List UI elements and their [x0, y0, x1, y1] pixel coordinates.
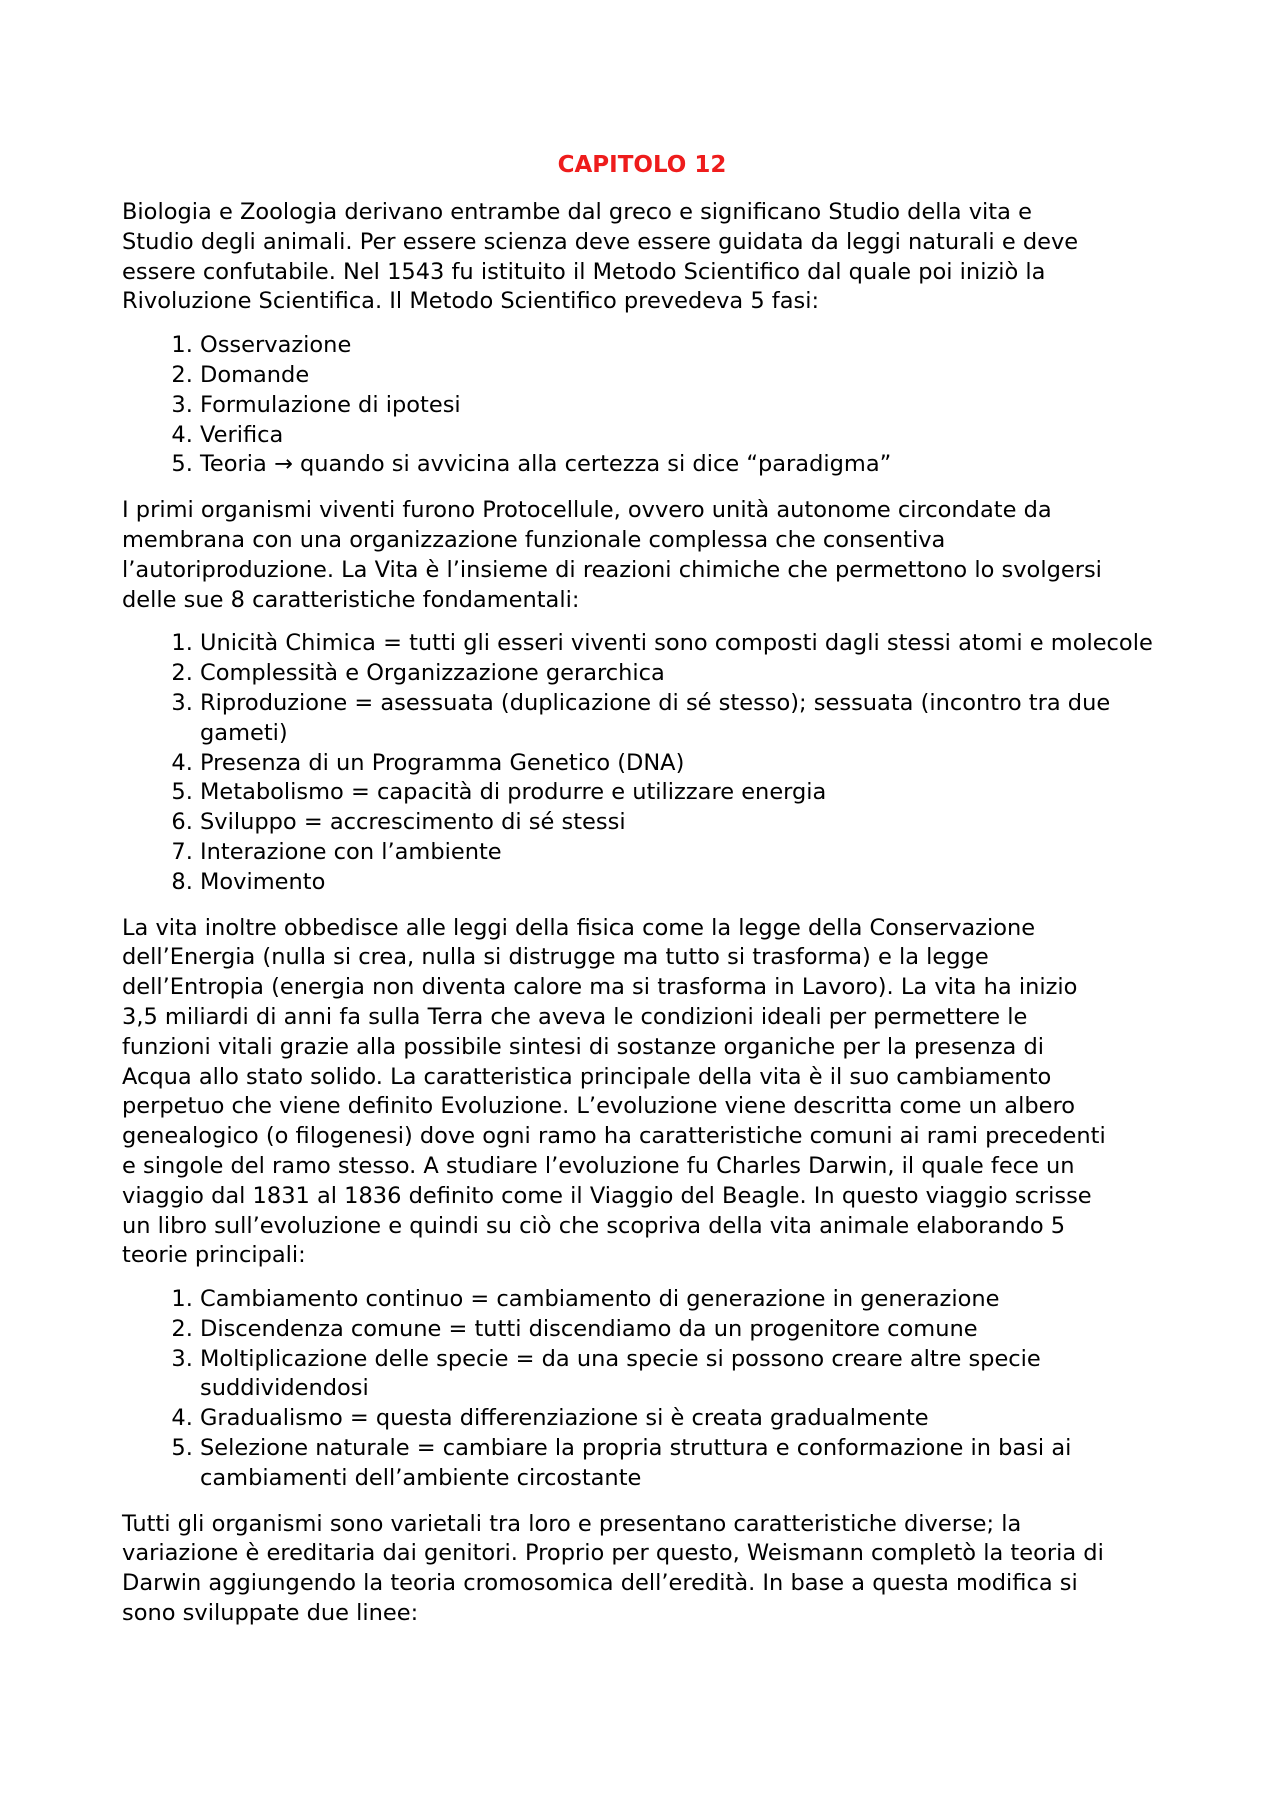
list-item: 5. Metabolismo = capacità di produrre e utilizzare energia	[200, 778, 1162, 808]
list-item: 5. Teoria → quando si avvicina alla certezza si dice “paradigma”	[200, 450, 1162, 480]
list-item: 1. Unicità Chimica = tutti gli esseri viventi sono composti dagli stessi atomi e molecole	[200, 629, 1162, 659]
paragraph-weismann: Tutti gli organismi sono varietali tra loro e presentano caratteristiche diverse; la variazione è ereditaria dai genitori. Proprio per questo, Weismann completò la teoria di Darwin aggiungendo la teoria cromosomica dell’eredità. In base a questa modifica si sono sviluppate due linee:	[122, 1510, 1104, 1627]
list-item: 3. Moltiplicazione delle specie = da una specie si possono creare altre specie suddividendosi	[200, 1345, 1162, 1405]
chapter-title: CAPITOLO 12	[557, 152, 727, 178]
list-item: 1. Cambiamento continuo = cambiamento di generazione in generazione	[200, 1285, 1162, 1315]
list-item: 5. Selezione naturale = cambiare la propria struttura e conformazione in basi ai cambiamenti dell’ambiente circostante	[200, 1434, 1162, 1494]
list-item: 2. Domande	[200, 361, 1162, 391]
list-item: 8. Movimento	[200, 868, 1162, 898]
list-item: 2. Complessità e Organizzazione gerarchica	[200, 659, 1162, 689]
paragraph-intro: Biologia e Zoologia derivano entrambe dal greco e significano Studio della vita e Studio degli animali. Per essere scienza deve essere guidata da leggi naturali e deve essere confutabile. Nel 1543 fu istituito il Metodo Scientifico dal quale poi iniziò la Rivoluzione Scientifica. Il Metodo Scientifico prevedeva 5 fasi:	[122, 199, 1079, 315]
list-item: 7. Interazione con l’ambiente	[200, 838, 1162, 868]
list-scientific-method	[122, 331, 1162, 480]
paragraph-evolution: La vita inoltre obbedisce alle leggi della fisica come la legge della Conservazione dell’Energia (nulla si crea, nulla si distrugge ma tutto si trasforma) e la legge dell’Entropia (energia non diventa calore ma si trasforma in Lavoro). La vita ha inizio 3,5 miliardi di anni fa sulla Terra che aveva le condizioni ideali per permettere le funzioni vitali grazie alla possibile sintesi di sostanze organiche per la presenza di Acqua allo stato solido. La caratteristica principale della vita è il suo cambiamento perpetuo che viene definito Evoluzione. L’evoluzione viene descritta come un albero genealogico (o filogenesi) dove ogni ramo ha caratteristiche comuni ai rami precedenti e singole del ramo stesso. A studiare l’evoluzione fu Charles Darwin, il quale fece un viaggio dal 1831 al 1836 definito come il Viaggio del Beagle. In questo viaggio scrisse un libro sull’evoluzione e quindi su ciò che scopriva della vita animale elaborando 5 teorie principali:	[122, 914, 1106, 1269]
list-life-characteristics	[122, 629, 1162, 897]
list-item: 4. Gradualismo = questa differenziazione si è creata gradualmente	[200, 1404, 1162, 1434]
list-item: 3. Formulazione di ipotesi	[200, 391, 1162, 421]
list-item: 6. Sviluppo = accrescimento di sé stessi	[200, 808, 1162, 838]
list-item: 3. Riproduzione = asessuata (duplicazione di sé stesso); sessuata (incontro tra due gameti)	[200, 689, 1162, 749]
list-item: 2. Discendenza comune = tutti discendiamo da un progenitore comune	[200, 1315, 1162, 1345]
list-item: 1. Osservazione	[200, 331, 1162, 361]
list-darwin-theories	[122, 1285, 1162, 1494]
list-item: 4. Verifica	[200, 421, 1162, 451]
list-item: 4. Presenza di un Programma Genetico (DNA)	[200, 749, 1162, 779]
paragraph-protocells: I primi organismi viventi furono Protocellule, ovvero unità autonome circondate da membrana con una organizzazione funzionale complessa che consentiva l’autoriproduzione. La Vita è l’insieme di reazioni chimiche che permettono lo svolgersi delle sue 8 caratteristiche fondamentali:	[122, 497, 1102, 613]
